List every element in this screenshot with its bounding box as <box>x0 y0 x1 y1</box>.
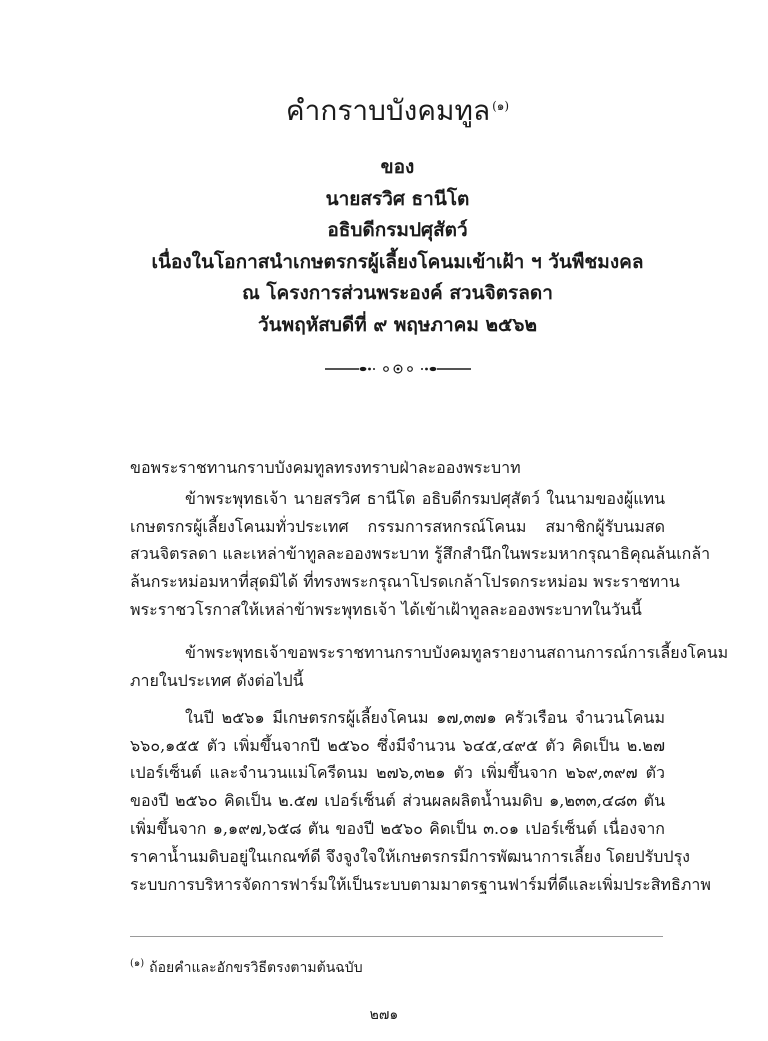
title-footnote-marker: (๑) <box>492 98 510 113</box>
footnote-marker: (๑) <box>130 958 145 970</box>
ornament-center <box>384 365 413 373</box>
ornament-right <box>421 367 471 371</box>
ornament-dot-left-2 <box>373 368 375 370</box>
heading-line-speaker-name: นายสรวิศ ธานีโต <box>325 187 470 210</box>
heading-block <box>60 88 735 341</box>
paragraph-line: ข้าพระพุทธเจ้า นายสรวิศ ธานีโต อธิบดีกรมปศุสัตว์ ในนามของผู้แทน <box>185 488 665 508</box>
paragraph-gratitude <box>130 485 711 624</box>
paragraph-line: ล้นกระหม่อมหาที่สุดมิได้ ที่ทรงพระกรุณาโปรดเกล้าโปรดกระหม่อม พระราชทาน <box>130 572 680 592</box>
paragraph-line: พระราชวโรกาสให้เหล่าข้าพระพุทธเจ้า ได้เข้าเฝ้าทูลละอองพระบาทในวันนี้ <box>130 599 642 619</box>
body-text <box>130 454 729 898</box>
paragraph-line: เกษตรกรผู้เลี้ยงโคนมทั่วประเทศ กรรมการสหกรณ์โคนม สมาชิกผู้รับนมสด <box>130 516 665 536</box>
ornament-dot-right-1 <box>425 368 428 371</box>
ornament-ring-left <box>384 367 389 372</box>
ornament-bead-left <box>360 367 367 371</box>
heading-sub-lines <box>60 152 735 341</box>
footnote-divider <box>130 936 663 937</box>
paragraph-line: เปอร์เซ็นต์ และจำนวนแม่โครีดนม ๒๗๖,๓๒๑ ตัว เพิ่มขึ้นจาก ๒๖๙,๓๙๗ ตัว <box>130 763 665 783</box>
ornament-bead-right <box>430 367 437 371</box>
heading-line-date: วันพฤหัสบดีที่ ๙ พฤษภาคม ๒๕๖๒ <box>258 313 537 336</box>
ornament-ring-right <box>408 367 413 372</box>
paragraph-statistics <box>130 704 711 899</box>
ornament-graphic <box>325 362 471 376</box>
ornament-center-dot <box>397 368 400 371</box>
paragraph-line: ข้าพระพุทธเจ้าขอพระราชทานกราบบังคมทูลรายงานสถานการณ์การเลี้ยงโคนม <box>185 643 729 663</box>
ornament-dot-left-1 <box>368 368 371 371</box>
paragraph-line: ในปี ๒๕๖๑ มีเกษตรกรผู้เลี้ยงโคนม ๑๗,๓๗๑ ครัวเรือน จำนวนโคนม <box>185 707 665 727</box>
footnote-text: ถ้อยคำและอักขรวิธีตรงตามต้นฉบับ <box>149 960 363 976</box>
heading-line-of: ของ <box>380 156 415 178</box>
paragraph-line: สวนจิตรลดา และเหล่าข้าทูลละอองพระบาท รู้สึกสำนึกในพระมหากรุณาธิคุณล้นเกล้า <box>130 544 711 564</box>
page-number: ๒๗๑ <box>369 1007 399 1023</box>
ornament-dot-right-2 <box>421 368 423 370</box>
paragraph-line: ๖๖๐,๑๕๕ ตัว เพิ่มขึ้นจากปี ๒๕๖๐ ซึ่งมีจำนวน ๖๔๕,๔๙๕ ตัว คิดเป็น ๒.๒๗ <box>130 735 665 755</box>
title-text: คำกราบบังคมทูล <box>285 94 491 127</box>
paragraph-line: ราคาน้ำนมดิบอยู่ในเกณฑ์ดี จึงจูงใจให้เกษตรกรมีการพัฒนาการเลี้ยง โดยปรับปรุง <box>130 846 690 866</box>
ornament-left <box>325 367 375 371</box>
salutation: ขอพระราชทานกราบบังคมทูลทรงทราบฝ่าละอองพระบาท <box>130 458 521 477</box>
heading-line-venue: ณ โครงการส่วนพระองค์ สวนจิตรลดา <box>242 282 553 304</box>
page-title <box>60 88 735 134</box>
paragraph-line: ของปี ๒๕๖๐ คิดเป็น ๒.๕๗ เปอร์เซ็นต์ ส่วนผลผลิตน้ำนมดิบ ๑,๒๓๓,๔๘๓ ตัน <box>130 791 665 811</box>
heading-line-speaker-position: อธิบดีกรมปศุสัตว์ <box>327 219 468 241</box>
footnote <box>130 956 665 980</box>
paragraph-line: ระบบการบริหารจัดการฟาร์มให้เป็นระบบตามมาตรฐานฟาร์มที่ดีและเพิ่มประสิทธิภาพ <box>130 874 711 894</box>
paragraph-report-intro <box>130 639 729 695</box>
ornament-divider <box>325 362 471 376</box>
paragraph-line: เพิ่มขึ้นจาก ๑,๑๙๗,๖๕๘ ตัน ของปี ๒๕๖๐ คิดเป็น ๓.๐๑ เปอร์เซ็นต์ เนื่องจาก <box>130 819 665 839</box>
heading-line-occasion: เนื่องในโอกาสนำเกษตรกรผู้เลี้ยงโคนมเข้าเฝ้า ฯ วันพืชมงคล <box>151 250 644 273</box>
paragraph-line: ภายในประเทศ ดังต่อไปนี้ <box>130 671 304 691</box>
